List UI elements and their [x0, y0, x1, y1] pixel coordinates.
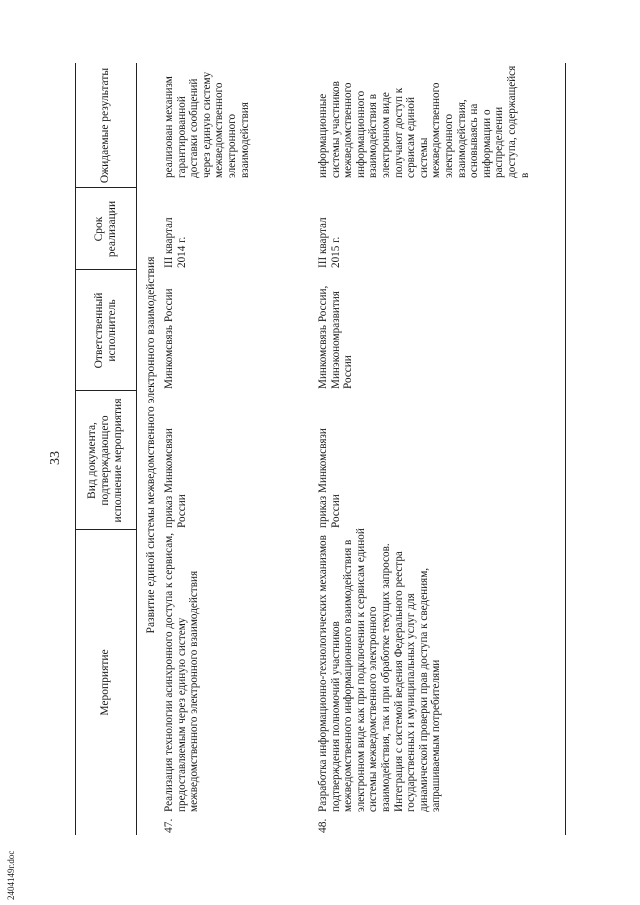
row-47-executor: Минкомсвязь России	[163, 288, 175, 389]
row-47-result: реализован механизм гарантированной доставки сообщений через единую систему межведомственного электронного взаимодействия	[163, 71, 251, 178]
header-document: Вид документа, подтверждающего исполнение мероприятия	[86, 398, 124, 523]
header-separator-4	[75, 187, 136, 188]
section-title: Развитие единой системы межведомственного электронного взаимодействия	[145, 256, 157, 634]
row-47-action: Реализация технологии асинхронного доступа к сервисам, предоставляемым через единую систему межведомственного электронного взаимодействия	[163, 532, 201, 812]
header-result: Ожидаемые результаты	[99, 67, 111, 184]
row-48-deadline: III квартал 2015 г.	[317, 217, 342, 268]
header-action: Мероприятие	[99, 649, 111, 716]
row-48-number: 48.	[317, 818, 329, 833]
header-deadline: Срок реализации	[92, 200, 118, 258]
row-48-action: Разработка информационно-технологических механизмов подтверждения полномочий участников межведомственного информационного взаимодействия в электронном виде как при подключении к сервисам единой системы межведомственного электронного взаимодействия, так и при обработке текущих запросов. Интеграция с системой ведения Федерального реестра государственных и муниципальных услуг для динамической проверки прав доступа к сведениям, запрашиваемым потребителями	[317, 528, 443, 812]
row-47-document: приказ Минкомсвязи России	[163, 428, 188, 528]
header-executor: Ответственный исполнитель	[92, 292, 118, 369]
header-separator-3	[75, 269, 136, 270]
row-47-deadline: III квартал 2014 г.	[163, 217, 188, 268]
header-separator-2	[75, 390, 136, 391]
row-47-number: 47.	[163, 818, 175, 833]
row-48-document: приказ Минкомсвязи России	[317, 428, 342, 528]
row-48-result: информационные системы участников межведомственного информационного взаимодействия в электронном виде получают доступ к сервисам единой системы межведомственного электронного взаимодействия, основываясь на информации о распределении доступа, содержащейся в	[317, 65, 531, 178]
header-separator-1	[75, 529, 136, 530]
document-code: 2404149г.doc	[6, 850, 16, 900]
header-bottom-border	[136, 63, 137, 835]
table-bottom-border	[565, 63, 566, 835]
row-48-executor: Минкомсвязь России, Минэкономразвития России	[317, 285, 355, 389]
page-number: 33	[48, 451, 63, 465]
